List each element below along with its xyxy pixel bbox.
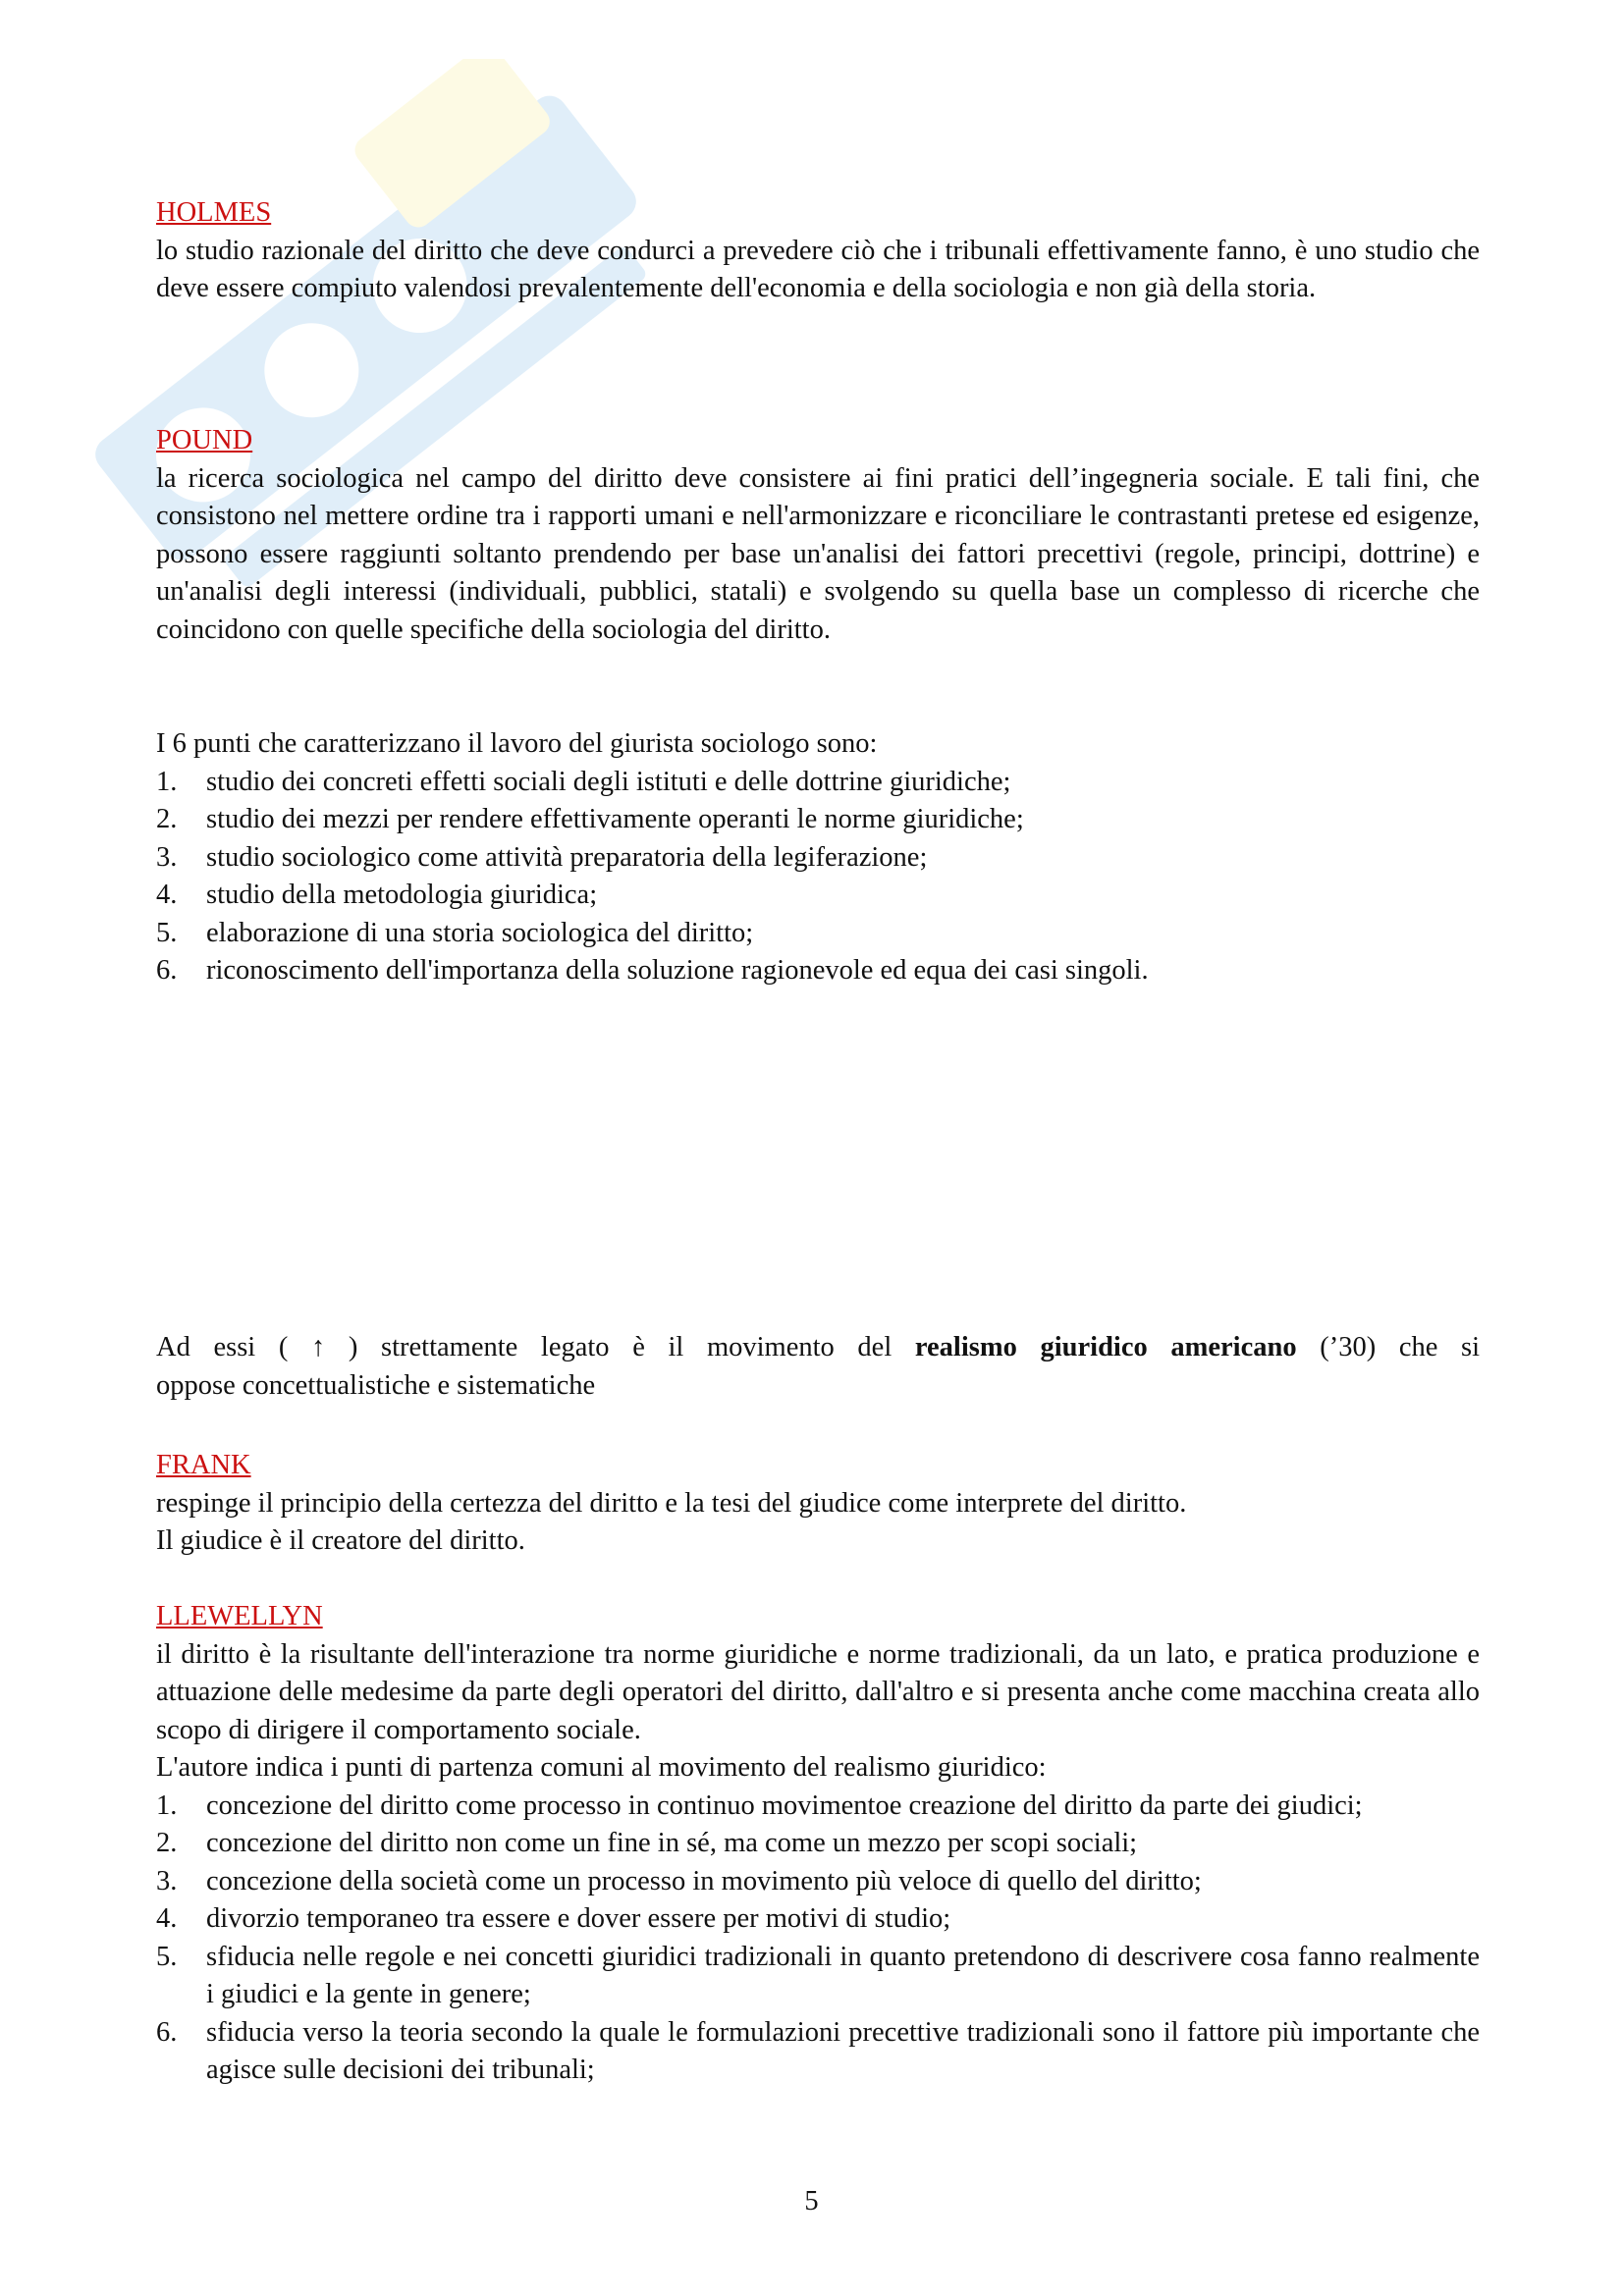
realism-section (156, 1329, 1480, 1405)
list-number: 5. (156, 917, 178, 948)
list-number: 2. (156, 1828, 178, 1858)
list-text: sfiducia verso la teoria secondo la quale le formulazioni precettive tradizionali sono il fattore più importante che agisce sulle decisioni dei tribunali; (206, 2016, 1480, 2085)
list-number: 6. (156, 955, 178, 986)
llewellyn-points-list (156, 1788, 1480, 2090)
pound-points-list (156, 764, 1480, 990)
list-item (156, 877, 1480, 915)
list-item (156, 801, 1480, 839)
list-text: riconoscimento dell'importanza della soluzione ragionevole ed equa dei casi singoli. (206, 955, 1149, 986)
list-number: 3. (156, 1865, 178, 1896)
list-item (156, 1939, 1480, 2014)
realism-bold-term: realismo giuridico americano (914, 1332, 1297, 1362)
frank-line-1: respinge il principio della certezza del diritto e la tesi del giudice come interprete del diritto. (156, 1487, 1187, 1519)
list-text: concezione del diritto come processo in continuo movimentoe creazione del diritto da parte dei giudici; (206, 1789, 1363, 1821)
list-text: studio sociologico come attività preparatoria della legiferazione; (206, 841, 928, 873)
list-text: concezione del diritto non come un fine in sé, ma come un mezzo per scopi sociali; (206, 1828, 1138, 1858)
holmes-section (156, 194, 1480, 308)
holmes-heading: HOLMES (156, 197, 272, 228)
realism-suffix: (’30) che si (1320, 1332, 1481, 1362)
llewellyn-section (156, 1598, 1480, 2090)
up-arrow-icon: ↑ (311, 1332, 326, 1362)
list-item (156, 952, 1480, 990)
list-item (156, 839, 1480, 878)
list-number: 3. (156, 841, 178, 873)
list-item (156, 2014, 1480, 2090)
list-number: 4. (156, 1903, 178, 1934)
realism-prefix: Ad essi ( (156, 1332, 289, 1362)
llewellyn-points-intro: L'autore indica i punti di partenza comuni al movimento del realismo giuridico: (156, 1752, 1047, 1783)
llewellyn-paragraph: il diritto è la risultante dell'interazione tra norme giuridiche e norme tradizionali, da un lato, e pratica produzione e attuazione delle medesime da parte degli operatori del diritto, dall'altro e si presenta anche come macchina creata allo scopo di dirigere il comportamento sociale. (156, 1638, 1480, 1745)
list-text: sfiducia nelle regole e nei concetti giuridici tradizionali in quanto pretendono di descrivere cosa fanno realmente i giudici e la gente in genere; (206, 1941, 1480, 2009)
list-item (156, 1788, 1480, 1826)
list-text: studio dei concreti effetti sociali degli istituti e delle dottrine giuridiche; (206, 766, 1011, 797)
list-number: 6. (156, 2016, 178, 2048)
llewellyn-heading: LLEWELLYN (156, 1601, 323, 1631)
frank-line-2: Il giudice è il creatore del diritto. (156, 1525, 525, 1556)
holmes-paragraph: lo studio razionale del diritto che deve condurci a prevedere ciò che i tribunali effettivamente fanno, è uno studio che deve essere compiuto valendosi prevalentemente dell'economia e della sociologia e non già della storia. (156, 235, 1480, 303)
frank-section (156, 1447, 1480, 1561)
list-text: divorzio temporaneo tra essere e dover essere per motivi di studio; (206, 1903, 951, 1934)
list-text: studio della metodologia giuridica; (206, 880, 598, 910)
pound-points-section (156, 725, 1480, 990)
pound-heading: POUND (156, 425, 253, 455)
list-number: 5. (156, 1941, 178, 1972)
list-item (156, 1863, 1480, 1901)
list-item (156, 1900, 1480, 1939)
list-number: 1. (156, 1789, 178, 1821)
page-number: 5 (804, 2186, 819, 2216)
pound-section (156, 422, 1480, 649)
realism-middle: ) strettamente legato è il movimento del (348, 1332, 893, 1362)
list-item (156, 764, 1480, 802)
frank-heading: FRANK (156, 1450, 251, 1480)
list-text: studio dei mezzi per rendere effettivamente operanti le norme giuridiche; (206, 804, 1024, 834)
list-number: 2. (156, 804, 178, 834)
list-text: concezione della società come un processo in movimento più veloce di quello del diritto; (206, 1865, 1202, 1896)
list-number: 4. (156, 880, 178, 910)
realism-line-1 (156, 1329, 1480, 1367)
list-item (156, 1825, 1480, 1863)
realism-line-2: oppose concettualistiche e sistematiche (156, 1369, 596, 1401)
list-text: elaborazione di una storia sociologica del diritto; (206, 917, 754, 948)
list-item (156, 915, 1480, 953)
pound-points-intro: I 6 punti che caratterizzano il lavoro del giurista sociologo sono: (156, 728, 878, 759)
pound-paragraph: la ricerca sociologica nel campo del diritto deve consistere ai fini pratici dell’ingegneria sociale. E tali fini, che consistono nel mettere ordine tra i rapporti umani e nell'armonizzare e riconciliare le contrastanti pretese ed esigenze, possono essere raggiunti soltanto prendendo per base un'analisi dei fattori precettivi (regole, principi, dottrine) e un'analisi degli interessi (individuali, pubblici, statali) e svolgendo su quella base un complesso di ricerche che coincidono con quelle specifiche della sociologia del diritto. (156, 462, 1480, 645)
list-number: 1. (156, 766, 178, 797)
